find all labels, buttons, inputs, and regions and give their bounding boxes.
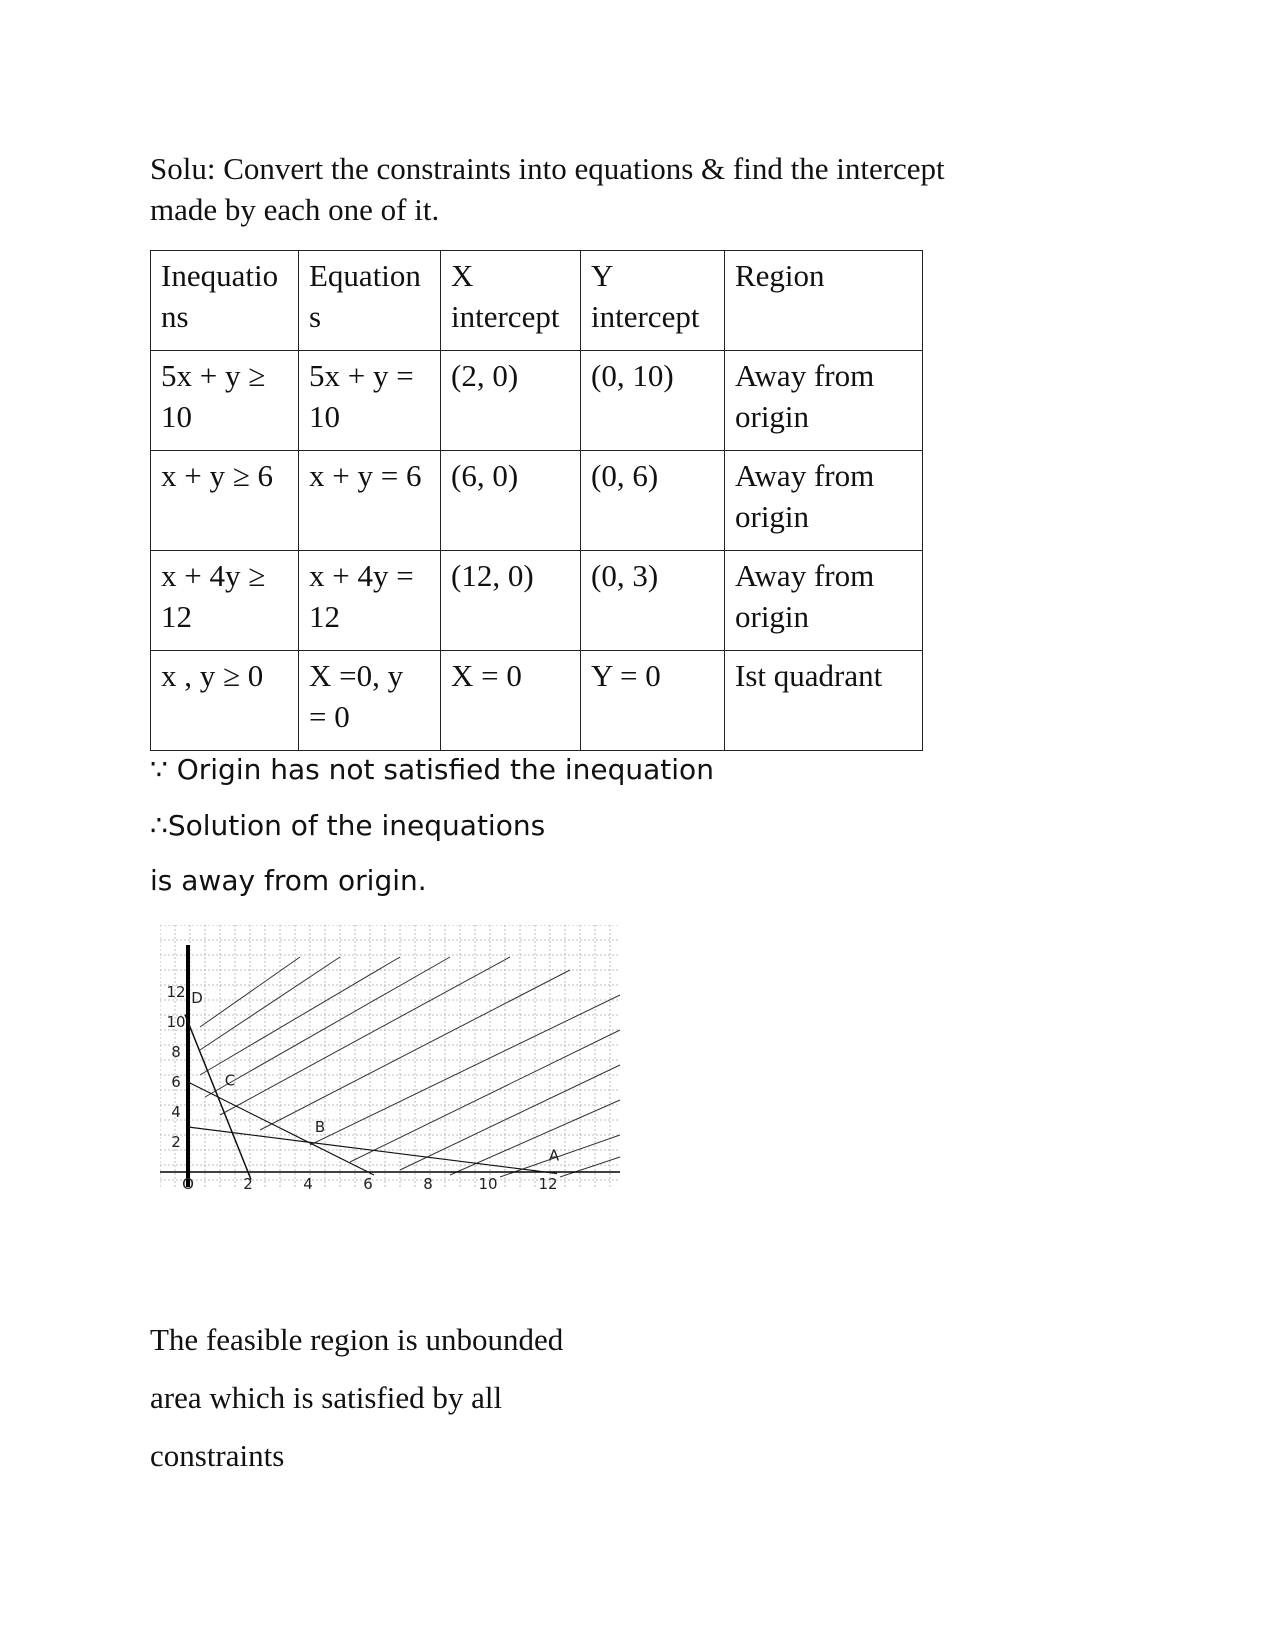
- table-header-cell: [581, 251, 725, 351]
- table-row: [151, 651, 923, 751]
- table-header-row: [151, 251, 923, 351]
- table-cell: [151, 451, 299, 551]
- cell-line: x , y ≥ 0: [161, 658, 264, 693]
- note-because: ∵ Origin has not satisfied the inequation: [150, 753, 714, 786]
- cell-line: Y: [591, 258, 614, 293]
- x-tick-label: 4: [303, 1175, 313, 1193]
- note-therefore: ∴Solution of the inequations: [150, 809, 546, 842]
- cell-line: = 0: [309, 699, 350, 734]
- hatch-line: [400, 1065, 620, 1170]
- cell-line: (0, 3): [591, 558, 659, 593]
- y-tick-label: 12: [166, 983, 186, 1001]
- cell-line: X =0, y: [309, 658, 404, 693]
- table-header-cell: [299, 251, 441, 351]
- cell-line: X = 0: [451, 658, 522, 693]
- table-cell: [581, 651, 725, 751]
- x-tick-label: 2: [243, 1175, 253, 1193]
- intro-line-2: made by each one of it.: [150, 192, 440, 227]
- conclusion-line-1: The feasible region is unbounded: [150, 1322, 564, 1357]
- cell-line: Y = 0: [591, 658, 661, 693]
- table-cell: [581, 551, 725, 651]
- point-label: C: [224, 1071, 236, 1090]
- conclusion-line-2: area which is satisfied by all: [150, 1380, 503, 1415]
- cell-line: origin: [735, 599, 810, 634]
- point-label: A: [548, 1146, 560, 1165]
- table-cell: [581, 351, 725, 451]
- table-cell: [299, 551, 441, 651]
- y-tick-label: 2: [171, 1133, 181, 1151]
- cell-line: (12, 0): [451, 558, 534, 593]
- hatch-line: [500, 1135, 620, 1177]
- hatch-line: [220, 957, 510, 1115]
- table-cell: [725, 451, 923, 551]
- cell-line: 5x + y ≥: [161, 358, 266, 393]
- cell-line: x + y = 6: [309, 458, 422, 493]
- x-tick-label: 8: [423, 1175, 433, 1193]
- table-header-cell: [441, 251, 581, 351]
- y-tick-label: 6: [171, 1073, 181, 1091]
- intro-text: [150, 148, 1030, 230]
- conclusion-text: [150, 1320, 563, 1494]
- table-row: [151, 551, 923, 651]
- y-tick-label: 4: [171, 1103, 181, 1121]
- cell-line: origin: [735, 499, 810, 534]
- table-cell: [299, 451, 441, 551]
- table-cell: [441, 651, 581, 751]
- feasible-region-graph: [160, 925, 660, 1245]
- cell-line: (0, 10): [591, 358, 674, 393]
- cell-line: x + 4y =: [309, 558, 414, 593]
- cell-line: ns: [161, 299, 189, 334]
- cell-line: (2, 0): [451, 358, 519, 393]
- table-cell: [725, 651, 923, 751]
- cell-line: s: [309, 299, 322, 334]
- cell-line: x + y ≥ 6: [161, 458, 273, 493]
- hatch-line: [560, 1157, 620, 1177]
- table-row: [151, 451, 923, 551]
- table-cell: [581, 451, 725, 551]
- cell-line: 12: [161, 599, 192, 634]
- cell-line: origin: [735, 399, 810, 434]
- cell-line: Away from: [735, 458, 875, 493]
- cell-line: 12: [309, 599, 340, 634]
- hatch-line: [350, 1030, 620, 1162]
- x-tick-label: 10: [478, 1175, 498, 1193]
- table-cell: [151, 651, 299, 751]
- y-tick-label: 8: [171, 1043, 181, 1061]
- table-row: [151, 351, 923, 451]
- cell-line: Equation: [309, 258, 421, 293]
- cell-line: Inequatio: [161, 258, 279, 293]
- cell-line: 10: [309, 399, 340, 434]
- cell-line: Ist quadrant: [735, 658, 883, 693]
- x-tick-label: O: [182, 1175, 194, 1193]
- point-label: D: [191, 989, 203, 1007]
- table-cell: [299, 651, 441, 751]
- intro-line-1: Solu: Convert the constraints into equations & find the intercept: [150, 151, 945, 186]
- cell-line: 5x + y =: [309, 358, 414, 393]
- cell-line: (6, 0): [451, 458, 519, 493]
- point-label: B: [314, 1118, 326, 1136]
- feasible-region-hatching: [200, 957, 620, 1177]
- cell-line: Region: [735, 258, 825, 293]
- hatch-line: [205, 957, 450, 1097]
- conclusion-line-3: constraints: [150, 1438, 285, 1473]
- cell-line: X: [451, 258, 474, 293]
- table-cell: [151, 351, 299, 451]
- cell-line: (0, 6): [591, 458, 659, 493]
- cell-line: intercept: [451, 299, 560, 334]
- table-cell: [151, 551, 299, 651]
- table-header-cell: [725, 251, 923, 351]
- cell-line: Away from: [735, 558, 875, 593]
- x-tick-label: 12: [538, 1175, 558, 1193]
- table-header-cell: [151, 251, 299, 351]
- y-tick-label: 10: [166, 1013, 186, 1031]
- table-cell: [441, 451, 581, 551]
- table-cell: [725, 551, 923, 651]
- table-cell: [441, 551, 581, 651]
- cell-line: Away from: [735, 358, 875, 393]
- hatch-line: [200, 957, 340, 1050]
- table-cell: [441, 351, 581, 451]
- x-tick-label: 6: [363, 1175, 373, 1193]
- cell-line: intercept: [591, 299, 700, 334]
- cell-line: x + 4y ≥: [161, 558, 266, 593]
- table-cell: [725, 351, 923, 451]
- table-cell: [299, 351, 441, 451]
- note-away: is away from origin.: [150, 864, 427, 897]
- line-x-plus-y-6: [188, 1082, 374, 1175]
- hatch-line: [310, 995, 620, 1145]
- constraints-table: [150, 250, 923, 751]
- cell-line: 10: [161, 399, 192, 434]
